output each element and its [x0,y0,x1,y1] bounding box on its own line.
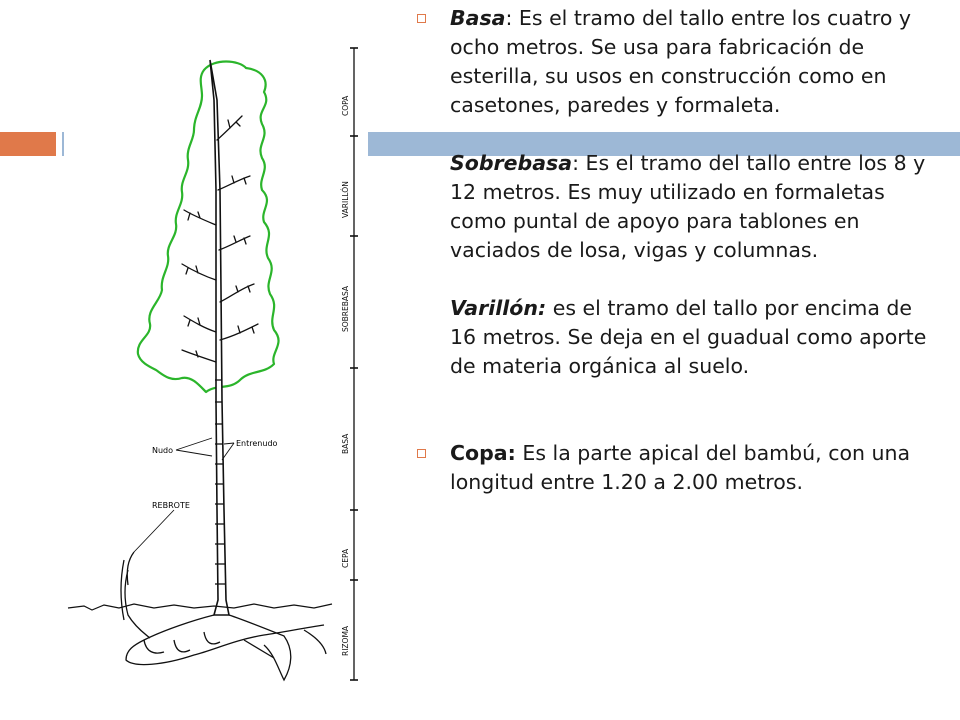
term-sobrebasa: Sobrebasa [450,151,573,175]
segment-basa: BASA [341,433,350,454]
segment-rizoma: RIZOMA [341,625,350,656]
copa-paragraph [450,439,932,497]
term-copa: Copa: [450,441,516,465]
bullet-item-basa [412,4,932,381]
text-varillon: es el tramo del tallo por encima de 16 metros. Se deja en el guadual como aporte de materia orgánica al suelo. [450,296,927,378]
term-varillon: Varillón: [450,296,547,320]
segment-sobrebasa: SOBREBASA [341,285,350,332]
bullet-item-copa [412,439,932,497]
ground-line [68,604,332,610]
term-basa: Basa [450,6,506,30]
square-bullet-icon [417,449,426,458]
text-copa: Es la parte apical del bambú, con una longitud entre 1.20 a 2.00 metros. [450,441,911,494]
sobrebasa-paragraph [450,149,932,265]
segment-cepa: CEPA [341,548,350,568]
square-bullet-icon [417,14,426,23]
accent-bar-left [0,132,56,156]
text-panel [412,4,932,497]
label-nudo: Nudo [152,446,174,455]
basa-paragraph [450,4,932,120]
segment-copa: COPA [341,95,350,116]
label-rebrote: REBROTE [152,501,190,510]
foliage-outline [138,62,279,393]
label-entrenudo: Entrenudo [236,439,278,448]
segment-varillon: VARILLÓN [341,181,350,218]
varillon-paragraph [450,294,932,381]
text-basa: : Es el tramo del tallo entre los cuatro y ocho metros. Se usa para fabricación de esterilla, su usos en construcción como en casetones, paredes y formaleta. [450,6,912,117]
text-sobrebasa: : Es el tramo del tallo entre los 8 y 12 metros. Es muy utilizado en formaletas como puntal de apoyo para tablones en vaciados de losa, vigas y columnas. [450,151,926,262]
bamboo-diagram [64,40,374,690]
